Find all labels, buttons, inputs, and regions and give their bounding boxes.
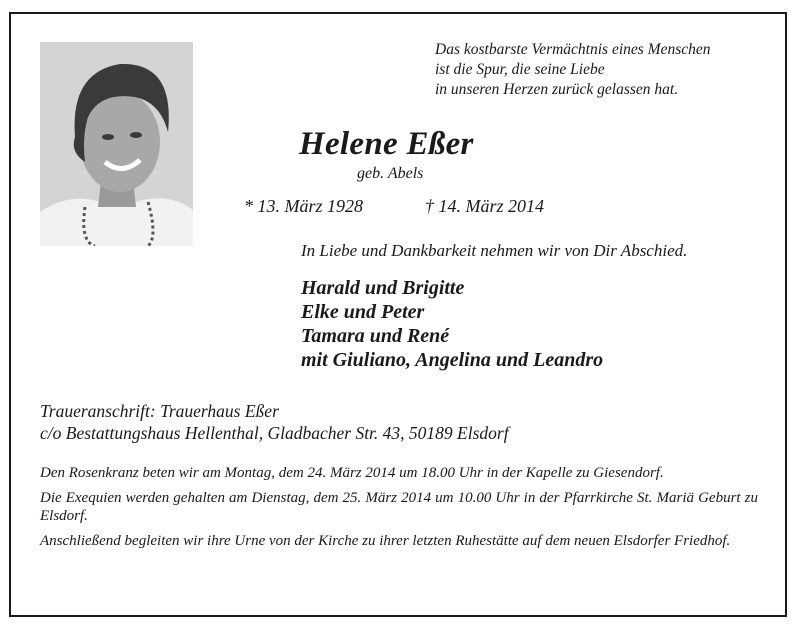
family-member: Harald und Brigitte — [301, 277, 465, 299]
portrait-illustration — [40, 42, 193, 246]
family-list — [301, 276, 603, 372]
deceased-name: Helene Eßer — [299, 126, 474, 162]
service-notices — [40, 464, 758, 557]
quote-line: Das kostbarste Vermächtnis eines Menschen — [435, 41, 711, 58]
portrait-photo — [40, 42, 193, 246]
notice-burial: Anschließend begleiten wir ihre Urne von der Kirche zu ihrer letzten Ruhestätte auf dem neuen Elsdorfer Friedhof. — [40, 533, 731, 549]
address-line: c/o Bestattungshaus Hellenthal, Gladbacher Str. 43, 50189 Elsdorf — [40, 423, 509, 443]
address-line: Traueranschrift: Trauerhaus Eßer — [40, 401, 279, 421]
quote-line: in unseren Herzen zurück gelassen hat. — [435, 81, 679, 98]
family-member: Elke und Peter — [301, 301, 425, 323]
mourning-address — [40, 400, 509, 444]
farewell-text: In Liebe und Dankbarkeit nehmen wir von Dir Abschied. — [301, 241, 688, 260]
memorial-quote — [435, 40, 775, 100]
notice-rosary: Den Rosenkranz beten wir am Montag, dem 24. März 2014 um 18.00 Uhr in der Kapelle zu Giesendorf. — [40, 465, 664, 481]
death-date: † 14. März 2014 — [425, 196, 545, 216]
birth-name: geb. Abels — [357, 165, 424, 182]
quote-line: ist die Spur, die seine Liebe — [435, 61, 605, 78]
birth-date: * 13. März 1928 — [244, 196, 364, 216]
family-member: mit Giuliano, Angelina und Leandro — [301, 349, 604, 371]
notice-funeral-mass: Die Exequien werden gehalten am Dienstag, dem 25. März 2014 um 10.00 Uhr in der Pfarrkirche St. Mariä Geburt zu Elsdorf. — [40, 490, 758, 524]
family-member: Tamara und René — [301, 325, 450, 347]
